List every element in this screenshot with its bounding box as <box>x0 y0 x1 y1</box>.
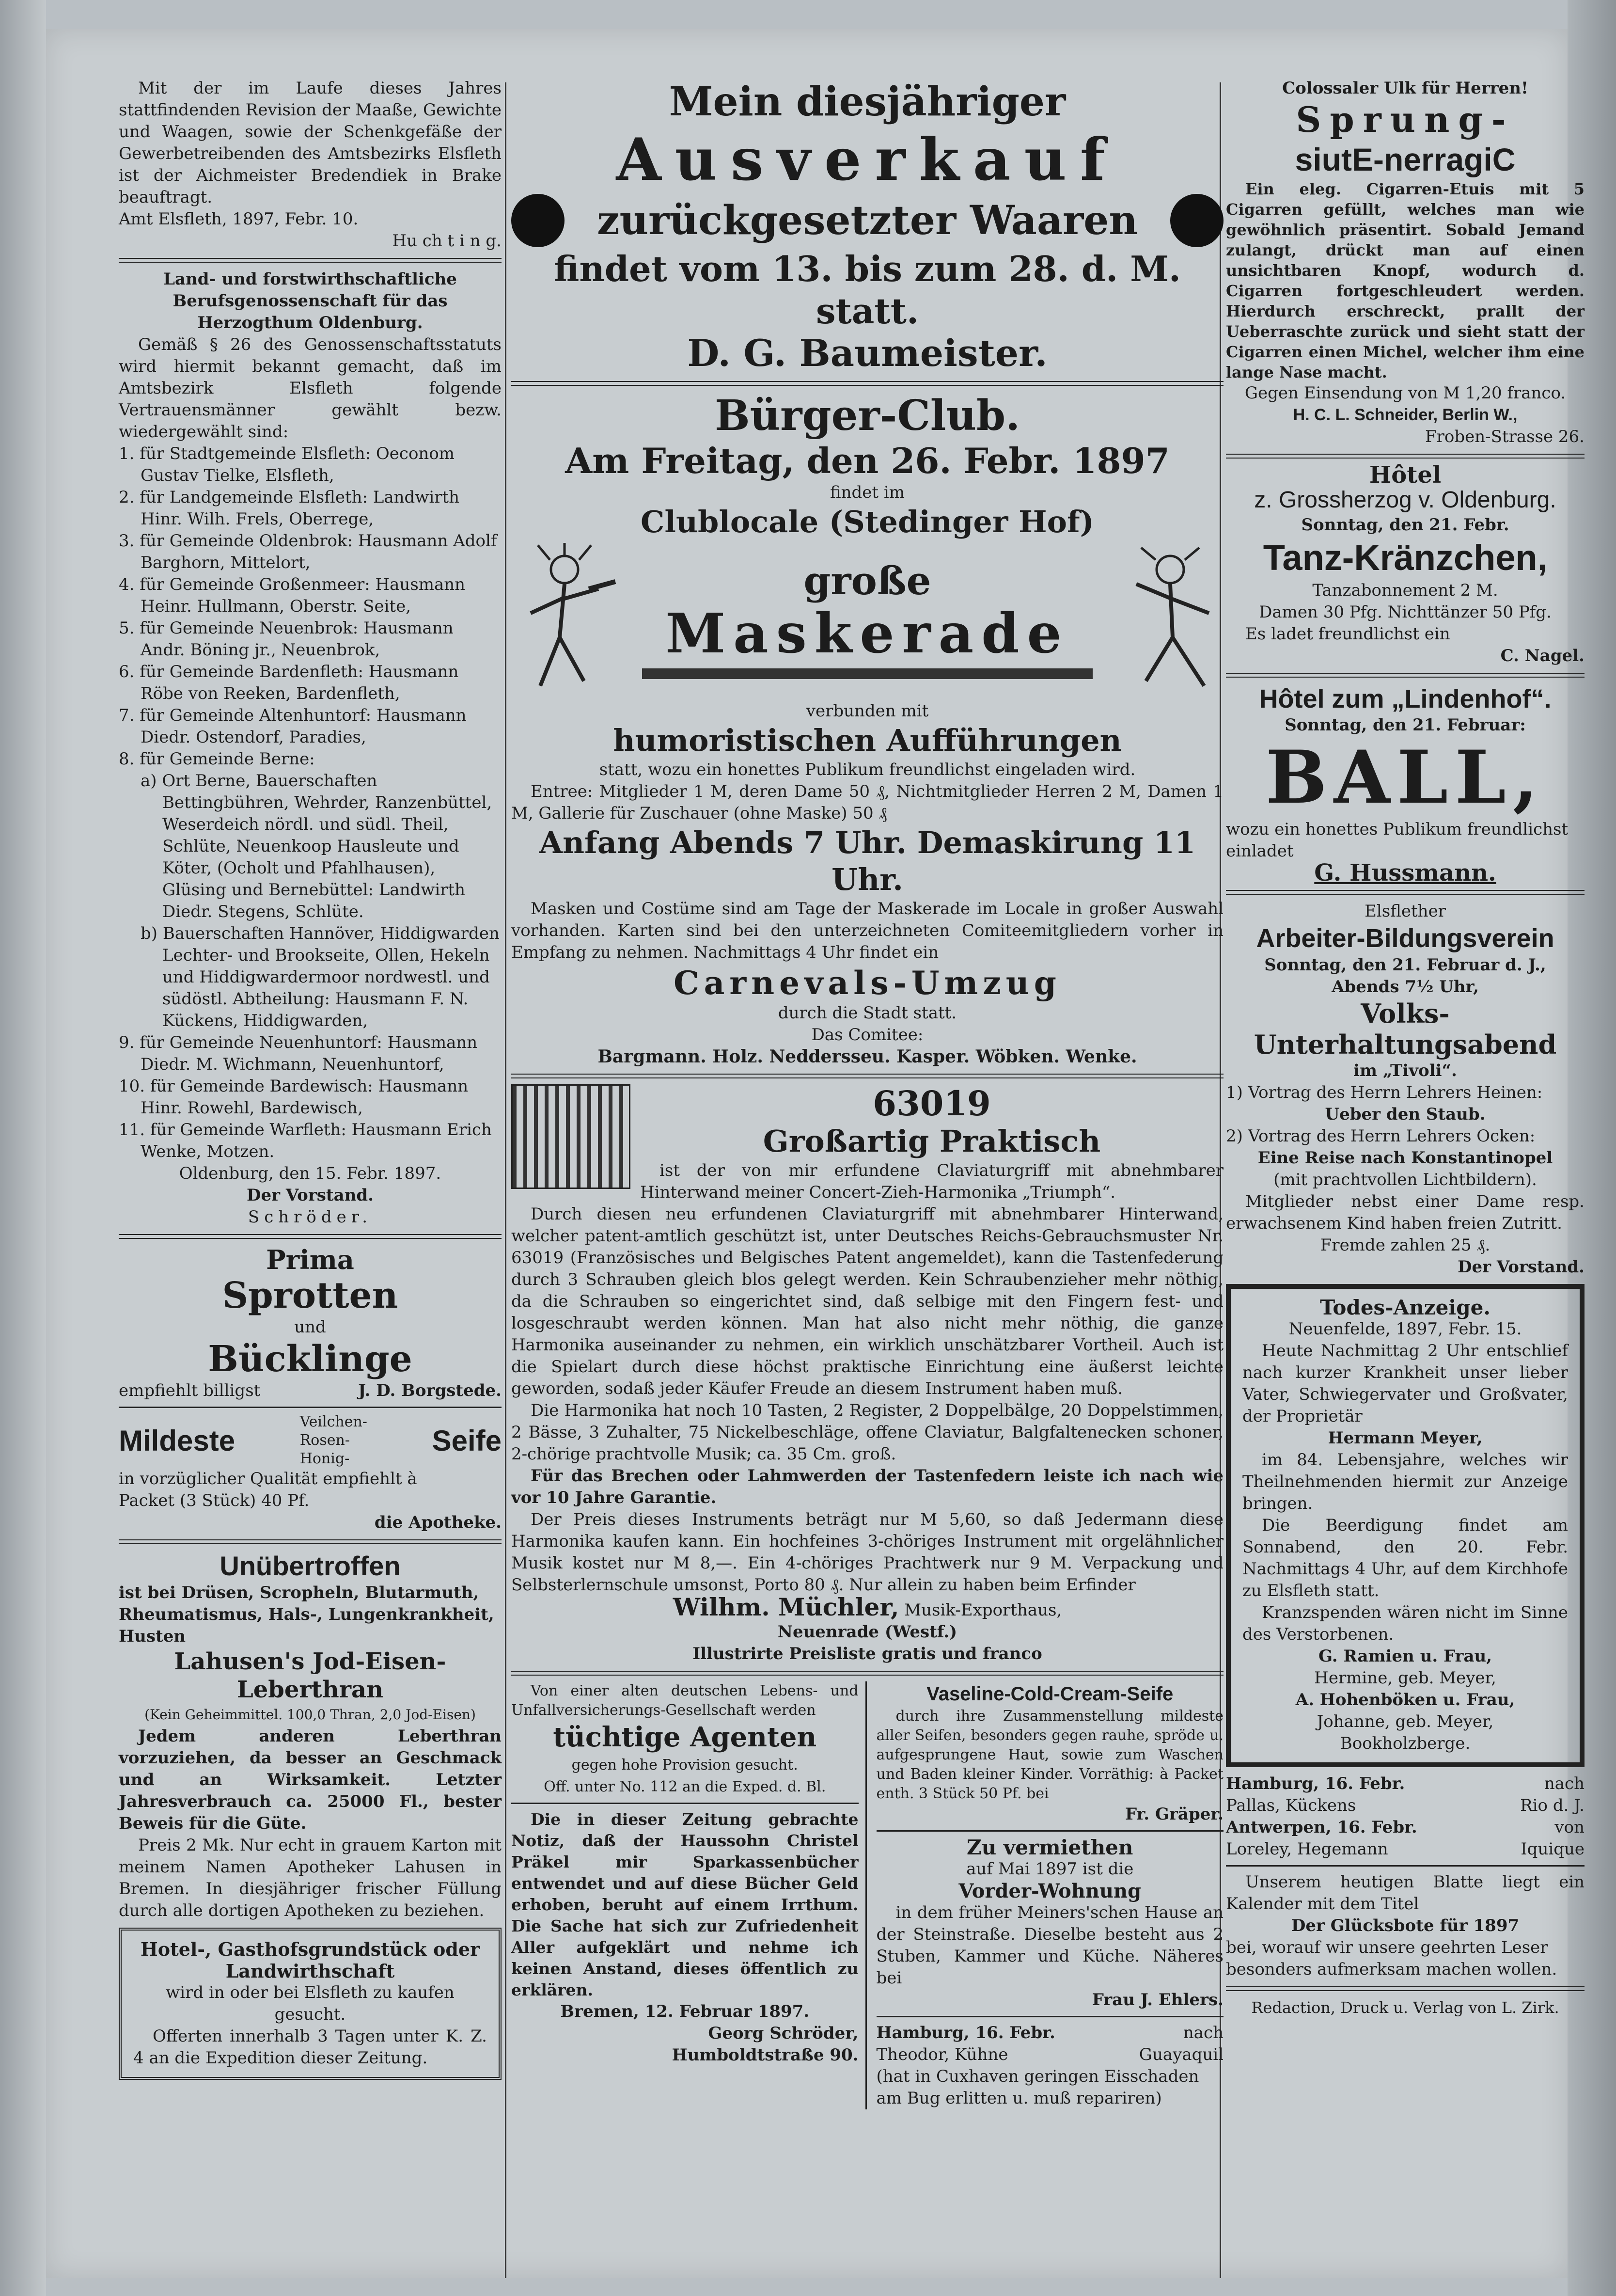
ausverkauf-l6: D. G. Baumeister. <box>687 332 1048 375</box>
av-t0: Elsflether <box>1365 902 1446 921</box>
ausverkauf-l4: findet vom 13. bis zum 28. d. M. <box>554 248 1181 289</box>
club-masks: Masken und Costüme sind am Tage der Maskerade im Locale in großer Auswahl vorhanden. Karten sind bei den unterzeichneten Comiteemitgliedern vorher in Empfang zu nehmen. Nachmittags 4 Uhr findet ein <box>511 899 1224 962</box>
ulk-t3: H. C. L. Schneider, Berlin W., <box>1293 406 1518 424</box>
todes-s1: G. Ramien u. Frau, <box>1318 1647 1492 1666</box>
schiff-t2r: Guayaquil <box>1139 2045 1224 2064</box>
bg-item: 3. für Gemeinde Oldenbrok: Hausmann Adolf Barghorn, Mittelort, <box>119 531 497 572</box>
lh-event: BALL, <box>1265 735 1545 820</box>
agenten-t3: Off. unter No. 112 an die Exped. d. Bl. <box>544 1778 826 1795</box>
av-p2c: (mit prachtvollen Lichtbildern). <box>1273 1170 1537 1189</box>
av-p2b: Eine Reise nach Konstantinopel <box>1257 1148 1553 1168</box>
h1-t3: Es ladet freundlichst ein <box>1245 624 1450 644</box>
sprotten-l2: Sprotten <box>222 1275 398 1316</box>
verm-t1: auf Mai 1897 ist die <box>966 1859 1134 1879</box>
harm-head: Großartig Praktisch <box>763 1124 1101 1159</box>
notiz-date: Bremen, 12. Februar 1897. <box>560 2002 810 2021</box>
bg-board: Der Vorstand. <box>247 1186 374 1205</box>
impressum: Redaction, Druck u. Verlag von L. Zirk. <box>1251 1998 1559 2017</box>
divider <box>511 1671 1224 1676</box>
av-t1: Mitglieder nebst einer Dame resp. erwachsenem Kind haben freien Zutritt. <box>1226 1192 1585 1233</box>
notiz-ad <box>511 1809 859 2066</box>
av-p2: 2) Vortrag des Herrn Lehrers Ocken: <box>1226 1126 1536 1146</box>
leber-t1: ist bei Drüsen, Scropheln, Blutarmuth, Rheumatismus, Hals-, Lungenkrankheit, Husten <box>119 1583 494 1646</box>
bg-title: Land- und forstwirthschaftliche Berufsgenossenschaft für das Herzogthum Oldenburg. <box>163 269 457 333</box>
kal-title: Der Glücksbote für 1897 <box>1291 1916 1520 1935</box>
sprotten-name: J. D. Borgstede. <box>358 1381 502 1400</box>
sprotten-l3: und <box>294 1317 326 1337</box>
h1-event: Tanz-Kränzchen, <box>1263 538 1548 578</box>
av-board: Der Vorstand. <box>1458 1257 1585 1277</box>
todes-head: Todes-Anzeige. <box>1320 1296 1490 1319</box>
club-name: Bürger-Club. <box>714 391 1020 440</box>
club-place: Clublocale (Stedinger Hof) <box>641 504 1094 539</box>
ulk-ad <box>1226 78 1585 448</box>
lindenhof-ad <box>1226 683 1585 887</box>
ship-d: Loreley, Hegemann <box>1226 1839 1388 1859</box>
column-1 <box>119 78 502 2086</box>
ulk-l1: Sprung- <box>1296 99 1515 140</box>
bg-intro: Gemäß § 26 des Genossenschaftsstatuts wird hiermit bekannt gemacht, daß im Amtsbezirk Elsfleth folgende Vertrauensmänner gewählt bezw. wiedergewählt sind: <box>119 335 502 442</box>
harm-t4: Für das Brechen oder Lahmwerden der Tastenfedern leiste ich nach wie vor 10 Jahre Garantie. <box>511 1466 1224 1507</box>
harm-t3: Die Harmonika hat noch 10 Tasten, 2 Register, 2 Doppelbälge, 20 Doppelstimmen, 2 Bässe, 3 Zuhalter, 75 Nickelbeschläge, offene Claviatur, Balgfaltenecken schoner, 2-chörige prachtvolle Musik; ca. 35 Cm. groß. <box>511 1401 1224 1464</box>
verm-head: Zu vermiethen <box>967 1836 1133 1859</box>
harm-t2: Durch diesen neu erfundenen Claviaturgriff mit abnehmbarer Hinterwand, welcher patent-amtlich geschützt ist, unter Deutsches Reichs-Gebrauchsmuster Nr. 63019 (Französisches und Belgisches Patent angemeldet), kann die Tastenfederung durch 3 Schrauben gleich blos gelegt werden. Kein Schraubenzieher mehr nöthig, da die Schrauben so eingerichtet sind, daß selbige mit den Fingern fest- und losgeschraubt werden können. Man hat also nicht mehr nöthig, die ganze Harmonika auseinander zu nehmen, ein wirklich unschätzbarer Vortheil. Auch ist die Spielart durch diese höchst praktische Einrichtung eine äußerst leichte geworden, sodaß jeder Käufer Freude an diesem Instrument haben muß. <box>511 1204 1224 1398</box>
h1-name: z. Grossherzog v. Oldenburg. <box>1254 487 1556 513</box>
hotel-grossherzog-ad <box>1226 461 1585 667</box>
vaseline-name: Fr. Gräper. <box>1125 1805 1224 1824</box>
leber-t4: Preis 2 Mk. Nur echt in grauem Karton mit meinem Namen Apotheker Lahusen in Bremen. In diesjähriger frischer Füllung durch alle dortigen Apotheken zu beziehen. <box>119 1836 502 1920</box>
av-name: Arbeiter-Bildungsverein <box>1256 924 1554 953</box>
ship-br: Rio d. J. <box>1520 1796 1585 1815</box>
h1-h: Hôtel <box>1369 461 1442 489</box>
seife-kind: Veilchen- <box>299 1413 367 1430</box>
club-time: Anfang Abends 7 Uhr. Demaskirung 11 Uhr. <box>539 825 1196 897</box>
seife-l1: in vorzüglicher Qualität empfiehlt à <box>119 1469 417 1488</box>
notiz-name: Georg Schröder, <box>708 2024 859 2043</box>
club-comite: Das Comitee: <box>811 1025 924 1045</box>
bg-item: 9. für Gemeinde Neuenhuntorf: Hausmann Diedr. M. Wichmann, Neuenhuntorf, <box>119 1033 478 1074</box>
harm-num: 63019 <box>873 1083 991 1124</box>
sprotten-ad <box>119 1245 502 1402</box>
club-statt: statt, wozu ein honettes Publikum freundlichst eingeladen wird. <box>599 760 1136 779</box>
vaseline-head: Vaseline-Cold-Cream-Seife <box>926 1683 1174 1705</box>
bg-item: 7. für Gemeinde Altenhuntorf: Hausmann Diedr. Ostendorf, Paradies, <box>119 706 467 747</box>
todes-anzeige <box>1226 1284 1585 1767</box>
seife-word: Seife <box>432 1424 502 1457</box>
divider <box>1226 1986 1585 1991</box>
notice-text: Mit der im Laufe dieses Jahres stattfindenden Revision der Maaße, Gewichte und Waagen, sowie der Schenkgefäße der Gewerbetreibenden des Amtsbezirks Elsfleth ist der Aichmeister Bredendiek in Brake beauftragt. <box>119 79 502 207</box>
accordion-illustration <box>511 1084 630 1189</box>
ship-ar: nach <box>1544 1774 1585 1793</box>
harm-firm2: Musik-Exporthaus, <box>904 1600 1062 1620</box>
leber-t3: Jedem anderen Leberthran vorzuziehen, da besser an Geschmack und an Wirksamkeit. Letzter Jahresverbrauch ca. 25000 Fl., bester Beweis für die Güte. <box>119 1726 502 1833</box>
seife-ad <box>119 1413 502 1534</box>
leberthran-ad <box>119 1550 502 1922</box>
agenten-t2: gegen hohe Provision gesucht. <box>571 1757 798 1773</box>
hotel-t1: wird in oder bei Elsfleth zu kaufen gesucht. <box>166 1983 455 2024</box>
av-time: Abends 7½ Uhr, <box>1332 977 1479 997</box>
hotel-title: Hotel-, Gasthofsgrundstück oder Landwirthschaft <box>140 1938 480 1982</box>
todes-s2b: Johanne, geb. Meyer, <box>1317 1712 1494 1731</box>
seife-shop: die Apotheke. <box>374 1513 502 1532</box>
club-event: Maskerade <box>665 602 1069 665</box>
kalender-notice <box>1226 1871 1585 1980</box>
hotel-gesucht-ad <box>119 1928 502 2080</box>
ulk-t4: Froben-Strasse 26. <box>1425 427 1585 446</box>
divider <box>877 2016 1224 2017</box>
seife-mild: Mildeste <box>119 1424 235 1457</box>
schiff-t2: Theodor, Kühne <box>876 2045 1008 2064</box>
harm-firm: Wilhm. Müchler, <box>673 1593 899 1621</box>
ship-b: Pallas, Kückens <box>1226 1796 1356 1815</box>
bg-item: 11. für Gemeinde Warfleth: Hausmann Erich Wenke, Motzen. <box>119 1120 492 1161</box>
schiff-t1: Hamburg, 16. Febr. <box>876 2023 1055 2043</box>
ship-cr: von <box>1554 1818 1585 1837</box>
bg-item: 2. für Landgemeinde Elsfleth: Landwirth Hinr. Wilh. Frels, Oberrege, <box>119 488 460 529</box>
club-hum: humoristischen Aufführungen <box>613 723 1122 758</box>
bg-item: a) Ort Berne, Bauerschaften Bettingbühren, Wehrder, Ranzenbüttel, Weserdeich nördl. und südl. Theil, Schlüte, Neuenkoop Hausleute und Köter, (Ocholt und Pfahlhausen), Glüsing und Bernebüttel: Landwirth Diedr. Stegens, Schlüte. <box>141 771 492 921</box>
verm-name: Frau J. Ehlers. <box>1092 1990 1224 2010</box>
ausverkauf-l1: Mein diesjähriger <box>669 79 1066 125</box>
verm-t3: in dem früher Meiners'schen Hause an der Steinstraße. Dieselbe besteht aus 2 Stuben, Kammer und Küche. Näheres bei <box>876 1903 1224 1988</box>
jester-right-illustration <box>1112 540 1224 700</box>
club-verb: verbunden mit <box>806 701 929 721</box>
schiff-t1r: nach <box>1183 2023 1224 2043</box>
leber-t2: (Kein Geheimmittel. 100,0 Thran, 2,0 Jod-Eisen) <box>144 1707 476 1723</box>
todes-s2: A. Hohenböken u. Frau, <box>1295 1690 1515 1710</box>
todes-name: Hermann Meyer, <box>1328 1428 1483 1448</box>
lh-date: Sonntag, den 21. Februar: <box>1285 715 1526 735</box>
av-loc: im „Tivoli“. <box>1353 1061 1457 1080</box>
ship-c: Antwerpen, 16. Febr. <box>1226 1818 1417 1837</box>
av-v2: Unterhaltungsabend <box>1254 1029 1557 1060</box>
kal-t2: bei, worauf wir unsere geehrten Leser besonders aufmerksam machen wollen. <box>1226 1938 1557 1979</box>
club-findet: findet im <box>830 483 905 502</box>
seife-kind: Honig- <box>299 1450 350 1467</box>
notice-sign: Hu ch t i n g. <box>392 231 502 251</box>
ausverkauf-l5: statt. <box>816 290 919 332</box>
sprotten-l1: Prima <box>266 1244 354 1275</box>
harm-list: Illustrirte Preisliste gratis und franco <box>692 1644 1042 1663</box>
h1-t2: Damen 30 Pfg. Nichttänzer 50 Pfg. <box>1259 602 1552 622</box>
club-date: Am Freitag, den 26. Febr. 1897 <box>565 440 1170 481</box>
agenten-ad <box>511 1681 859 1798</box>
av-p1: 1) Vortrag des Herrn Lehrers Heinen: <box>1226 1083 1543 1102</box>
bullet-dot-right <box>1170 194 1224 247</box>
harm-t5: Der Preis dieses Instruments beträgt nur M 5,60, so daß Jedermann diese Harmonika kaufen kann. Ein hochfeines 3-chöriges Instrument mit orgelähnlicher Musik kostet nur M 8,—. Ein 4-chöriges Prachtwerk nur 9 M. Verpackung und Selbsterlernschule umsonst, Porto 80 ₰. Nur allein zu haben beim Erfinder <box>511 1510 1224 1595</box>
h1-t1: Tanzabonnement 2 M. <box>1312 581 1498 600</box>
schiff-notice <box>877 2022 1224 2109</box>
bg-item: 4. für Gemeinde Großenmeer: Hausmann Heinr. Hullmann, Oberstr. Seite, <box>119 575 466 616</box>
vaseline-ad <box>877 1681 1224 1825</box>
todes-s1b: Hermine, geb. Meyer, <box>1314 1668 1496 1688</box>
kal-t1: Unserem heutigen Blatte liegt ein Kalender mit dem Titel <box>1226 1872 1585 1914</box>
ulk-head: Colossaler Ulk für Herren! <box>1282 79 1528 98</box>
bg-item: 1. für Stadtgemeinde Elsfleth: Oeconom Gustav Tielke, Elsfleth, <box>119 444 455 485</box>
bg-sign: Schröder. <box>248 1207 373 1227</box>
ausverkauf-l3: zurückgesetzter Waaren <box>596 197 1138 244</box>
lh-name2: G. Hussmann. <box>1314 859 1496 887</box>
club-stadt: durch die Stadt statt. <box>778 1003 957 1023</box>
h1-date: Sonntag, den 21. Febr. <box>1301 515 1509 535</box>
notiz-addr: Humboldtstraße 90. <box>672 2045 859 2065</box>
harm-t1: ist der von mir erfundene Claviaturgriff mit abnehmbarer Hinterwand meiner Concert-Zieh-Harmonika „Triumph“. <box>640 1161 1224 1202</box>
buerger-club-ad <box>511 392 1224 1068</box>
ulk-l2: siutE-nerragiC <box>1295 142 1516 177</box>
sprotten-l4: Bücklinge <box>208 1338 412 1380</box>
column-3 <box>1226 78 1585 2019</box>
bg-item: 10. für Gemeinde Bardewisch: Hausmann Hinr. Rowehl, Bardewisch, <box>119 1077 469 1118</box>
av-date: Sonntag, den 21. Februar d. J., <box>1264 955 1546 975</box>
column-2 <box>511 78 1224 2109</box>
divider <box>1226 890 1585 895</box>
todes-t3: Die Beerdigung findet am Sonnabend, den 20. Febr. Nachmittags 4 Uhr, auf dem Kirchhofe zu Elsfleth statt. <box>1242 1516 1568 1600</box>
divider <box>1226 673 1585 678</box>
lh-name: Hôtel zum „Lindenhof“. <box>1259 684 1552 713</box>
ulk-t1: Ein eleg. Cigarren-Etuis mit 5 Cigarren gefüllt, welches man wie gewöhnlich präsentirt. Sobald Jemand zulangt, drückt man auf einen unsichtbaren Knopf, wodurch d. Cigarren fortgeschleudert werden. Hierdurch erschreckt, prallt der Ueberraschte zurück und sieht statt der Cigarren einen Michel, welcher ihm eine lange Nase macht. <box>1226 180 1585 381</box>
divider <box>511 1074 1224 1078</box>
divider <box>119 1234 502 1239</box>
h1-name2: C. Nagel. <box>1500 646 1585 665</box>
hotel-t2: Offerten innerhalb 3 Tagen unter K. Z. 4 an die Expedition dieser Zeitung. <box>133 2027 487 2068</box>
todes-place: Neuenfelde, 1897, Febr. 15. <box>1288 1319 1522 1339</box>
club-grosse: große <box>803 558 931 603</box>
club-umzug: Carnevals-Umzug <box>674 964 1061 1002</box>
harmonika-ad <box>511 1084 1224 1665</box>
notiz-t1: Die in dieser Zeitung gebrachte Notiz, daß der Haussohn Christel Präkel mir Sparkassenbücher entwendet und auf diese Bücher Geld erhoben, beruht auf einem Irrthum. Die Sache hat sich zur Zufriedenheit Aller aufgeklärt und nehme ich keinen Anstand, dieses öffentlich zu erklären. <box>511 1810 859 1999</box>
page-spine <box>0 0 46 2296</box>
todes-s2c: Bookholzberge. <box>1340 1734 1471 1753</box>
todes-t1: Heute Nachmittag 2 Uhr entschlief nach kurzer Krankheit unser lieber Vater, Schwiegervater und Großvater, der Proprietär <box>1242 1341 1568 1426</box>
vermiethen-ad <box>877 1837 1224 2011</box>
bg-item: 8. für Gemeinde Berne: <box>119 749 315 769</box>
seife-kind: Rosen- <box>299 1432 350 1449</box>
divider <box>1226 1865 1585 1867</box>
ship-notice <box>1226 1773 1585 1860</box>
agenten-t1: Von einer alten deutschen Lebens- und Unfallversicherungs-Gesellschaft werden <box>511 1682 859 1719</box>
av-v1: Volks- <box>1361 998 1450 1029</box>
notice-aichmeister <box>119 78 502 252</box>
bildungsverein-ad <box>1226 901 1585 1278</box>
bg-date: Oldenburg, den 15. Febr. 1897. <box>179 1164 441 1183</box>
bullet-dot-left <box>511 194 565 247</box>
vaseline-t1: durch ihre Zusammenstellung mildeste aller Seifen, besonders gegen rauhe, spröde u. aufgesprungene Haut, sowie zum Waschen und Baden kleiner Kinder. Vorräthig: à Packet enth. 3 Stück 50 Pf. bei <box>876 1708 1224 1802</box>
ship-a: Hamburg, 16. Febr. <box>1226 1774 1405 1793</box>
club-names: Bargmann. Holz. Neddersseu. Kasper. Wöbken. Wenke. <box>597 1046 1137 1067</box>
divider <box>119 1539 502 1544</box>
agenten-head: tüchtige Agenten <box>553 1721 817 1753</box>
bg-item: 6. für Gemeinde Bardenfleth: Hausmann Röbe von Reeken, Bardenfleth, <box>119 662 459 703</box>
bottom-ads-row <box>511 1681 1224 2109</box>
leber-head: Unübertroffen <box>220 1551 401 1581</box>
ausverkauf-ad <box>511 78 1224 375</box>
lh-t1: wozu ein honettes Publikum freundlichst einladet <box>1226 820 1569 861</box>
av-t2: Fremde zahlen 25 ₰. <box>1320 1235 1490 1255</box>
bg-item: b) Bauerschaften Hannöver, Hiddigwarden Lechter- und Brookseite, Ollen, Hekeln und Hiddigwardermoor nordwestl. und südöstl. Abtheilung: Hausmann F. N. Kückens, Hiddigwarden, <box>141 924 500 1030</box>
divider <box>511 1803 859 1804</box>
divider <box>119 1407 502 1408</box>
schiff-t3: (hat in Cuxhaven geringen Eisschaden am Bug erlitten u. muß repariren) <box>876 2067 1199 2108</box>
berufsgenossenschaft-notice <box>119 269 502 1228</box>
todes-t2: im 84. Lebensjahre, welches wir Theilnehmenden hiermit zur Anzeige bringen. <box>1242 1450 1568 1513</box>
ulk-t2: Gegen Einsendung von M 1,20 franco. <box>1244 383 1566 403</box>
divider <box>511 381 1224 386</box>
divider <box>119 258 502 263</box>
leber-brand: Lahusen's Jod-Eisen-Leberthran <box>174 1648 446 1703</box>
seife-l2: Packet (3 Stück) 40 Pf. <box>119 1491 310 1510</box>
divider <box>1226 454 1585 459</box>
bg-item: 5. für Gemeinde Neuenbrok: Hausmann Andr. Böning jr., Neuenbrok, <box>119 618 454 660</box>
decor-bar <box>642 668 1093 679</box>
harm-place: Neuenrade (Westf.) <box>777 1622 957 1642</box>
todes-t4: Kranzspenden wären nicht im Sinne des Verstorbenen. <box>1242 1603 1568 1644</box>
divider <box>877 1830 1224 1832</box>
column-rule-1 <box>505 82 506 2278</box>
notice-place: Amt Elsfleth, 1897, Febr. 10. <box>119 209 359 229</box>
av-p1b: Ueber den Staub. <box>1325 1105 1486 1124</box>
verm-t2: Vorder-Wohnung <box>958 1880 1142 1902</box>
sprotten-rec: empfiehlt billigst <box>119 1381 261 1400</box>
ship-dr: Iquique <box>1521 1839 1585 1859</box>
ausverkauf-l2: Ausverkauf <box>616 126 1119 194</box>
jester-left-illustration <box>511 540 623 700</box>
club-entree: Entree: Mitglieder 1 M, deren Dame 50 ₰, Nichtmitglieder Herren 2 M, Damen 1 M, Gallerie für Zuschauer (ohne Maske) 50 ₰ <box>511 782 1224 823</box>
